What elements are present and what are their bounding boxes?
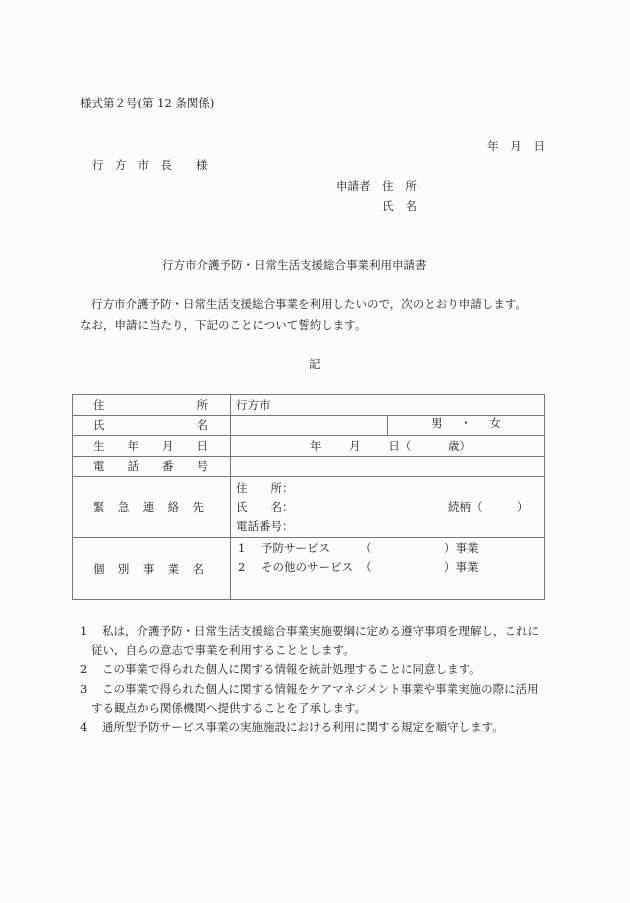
phone-label [73,456,231,477]
label-char: 電 [93,459,105,474]
age: 歳） [447,438,471,453]
label-char: 番 [162,459,174,474]
ki-heading: 記 [309,357,321,371]
program-num: 1 [238,541,246,555]
label-char: 先 [192,500,204,514]
name-label [73,415,231,436]
address-label [73,395,231,416]
label-char: 住 [93,397,105,412]
month-label: 月 [510,139,522,153]
document-title: 行方市介護予防・日常生活支援総合事業利用申請書 [162,258,427,272]
pledge-3-line-2: する観点から関係機関へ提供することを了承します。 [91,701,367,715]
label-char: 個 [93,561,105,576]
addressee-char: 方 [114,158,127,172]
emergency-phone-label: 電話番号： [236,518,294,533]
pledge-4-line-1: 通所型予防サービス事業の実施施設における利用に関する規定を順守します。 [102,720,504,734]
birthdate-label [73,436,231,457]
program-name: その他のサービス [261,560,353,574]
intro-line-1: 行方市介護予防・日常生活支援総合事業を利用したいので，次のとおり申請します。 [91,297,527,311]
program-item-2[interactable] [236,558,544,577]
addressee-char: 市 [137,158,150,172]
pledge-num: 1 [80,624,88,638]
birth-year: 年 [310,438,322,453]
addressee-char: 長 [160,158,172,172]
emergency-contact-label [73,477,231,538]
label-char: 名 [192,561,204,576]
relation-field[interactable]: 続柄（ ） [448,499,529,514]
label-char: 緊 [93,500,105,514]
row-address [73,395,545,416]
intro-line-2: なお，申請に当たり，下記のことについて誓約します。 [80,318,367,332]
birthdate-field[interactable] [231,436,545,457]
gender-separator: ・ [460,415,472,430]
application-table [72,394,545,600]
label-char: 月 [162,438,174,453]
label-char: 連 [142,500,155,514]
address-field[interactable]: 行方市 [231,395,545,416]
label-char: 住 [382,179,394,193]
label-char: 氏 [93,418,105,433]
label-char: 所 [196,397,208,412]
date-line [487,139,545,153]
emergency-name-label: 氏 名： [236,499,294,514]
label-char: 氏 [382,199,394,213]
row-emergency-contact [73,477,545,538]
pledge-num: 3 [80,682,88,696]
program-name: 予防サービス [261,541,330,555]
program-fields [231,538,545,600]
pledge-1-line-2: 従い，自らの意志で事業を利用することとします。 [91,643,355,657]
label-char: 業 [167,561,180,576]
emergency-address-label: 住 所： [236,480,294,495]
day-label: 日 [533,139,545,153]
name-cell [231,415,545,436]
program-num: 2 [238,560,246,574]
form-number: 様式第２号(第 12 条関係) [80,96,215,110]
addressee-char: 行 [92,158,104,172]
row-phone [73,456,545,477]
row-program [73,538,545,600]
label-char: 生 [93,438,105,453]
addressee [92,158,172,172]
pledge-num: 2 [80,662,88,676]
program-close: ）事業 [444,541,479,555]
label-char: 話 [127,459,139,474]
name-field[interactable] [231,416,388,436]
label-char: 名 [196,418,208,433]
applicant-address-label [382,179,417,193]
label-char: 号 [196,459,208,474]
program-open-paren: （ [360,541,372,555]
gender-selector[interactable] [388,416,544,436]
pledge-1-line-1: 私は，介護予防・日常生活支援総合事業実施要綱に定める遵守事項を理解し，これに [102,624,539,638]
pledge-2-line-1: この事業で得られた個人に関する情報を統計処理することに同意します。 [102,662,481,676]
applicant-label: 申請者 [336,179,371,193]
label-char: 事 [142,561,155,576]
label-char: 年 [127,438,139,453]
program-close: ）事業 [444,560,479,574]
emergency-contact-fields [231,477,545,538]
emergency-phone-field[interactable] [236,517,544,536]
birth-day: 日（ [388,438,412,453]
label-char: 所 [405,179,417,193]
label-char: 日 [196,438,208,453]
gender-female[interactable]: 女 [489,415,501,430]
addressee-honorific: 様 [196,158,208,172]
program-open-paren: （ [360,560,372,574]
pledge-num: 4 [80,720,88,734]
emergency-address-field[interactable] [236,479,544,498]
phone-field[interactable] [231,456,545,477]
label-char: 名 [405,199,417,213]
birth-month: 月 [349,438,361,453]
label-char: 絡 [167,500,180,514]
label-char: 別 [117,561,130,576]
applicant-name-label [382,199,417,213]
row-birthdate [73,436,545,457]
year-label: 年 [487,139,499,153]
gender-male[interactable]: 男 [431,415,443,430]
pledge-3-line-1: この事業で得られた個人に関する情報をケアマネジメント事業や事業実施の際に活用 [102,682,539,696]
program-label [73,538,231,600]
emergency-name-field[interactable] [236,498,544,517]
row-name [73,415,545,436]
label-char: 急 [117,500,130,514]
program-item-1[interactable] [236,539,544,558]
